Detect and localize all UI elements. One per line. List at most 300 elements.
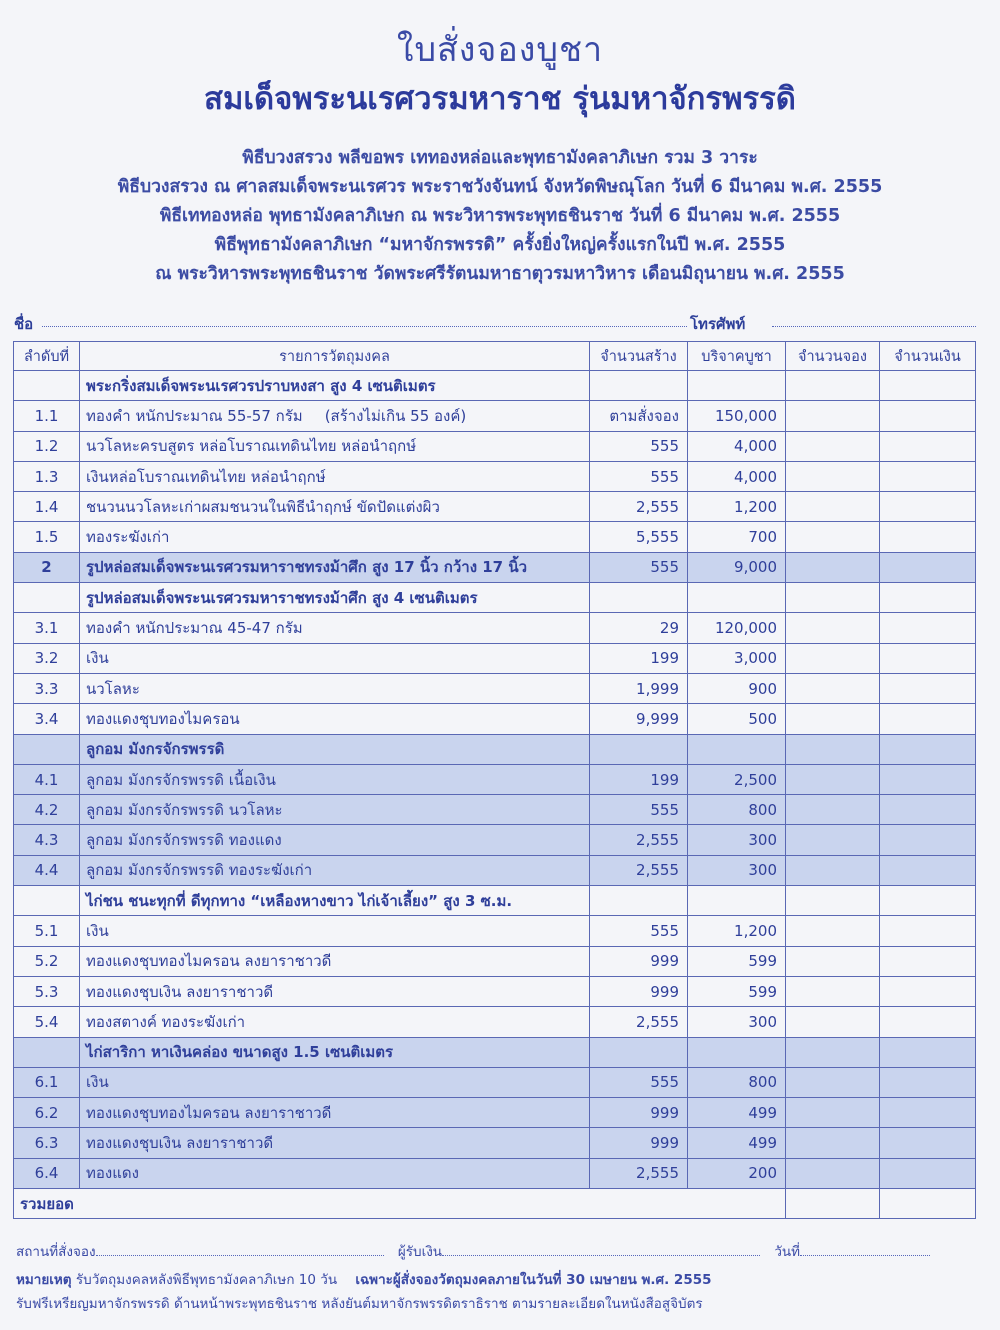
row-item-text: ลูกอม มังกรจักรพรรดิ ทองระฆังเก่า [86, 861, 313, 880]
row-item [80, 522, 590, 552]
row-quantity-text: 999 [650, 1134, 679, 1153]
amount-cell[interactable] [880, 583, 976, 613]
row-item [80, 704, 590, 734]
amount-cell[interactable] [880, 825, 976, 855]
row-number-text: 6.1 [34, 1073, 59, 1092]
row-price [688, 825, 786, 855]
ceremony-line: พิธีเททองหล่อ พุทธามังคลาภิเษก ณ พระวิหารพระพุทธชินราช วันที่ 6 มีนาคม พ.ศ. 2555 [159, 206, 841, 226]
place-label: สถานที่สั่งจอง [16, 1244, 96, 1260]
row-number [14, 916, 80, 946]
table-row [14, 946, 976, 976]
row-price [688, 371, 786, 401]
row-number [14, 673, 80, 703]
row-item-text: เงิน [86, 649, 109, 668]
name-field[interactable] [42, 326, 687, 327]
row-price [688, 492, 786, 522]
row-quantity [590, 583, 688, 613]
row-number [14, 583, 80, 613]
row-quantity [590, 431, 688, 461]
row-number [14, 855, 80, 885]
signature-line [16, 1240, 986, 1262]
row-quantity [590, 916, 688, 946]
row-item [80, 1037, 590, 1067]
row-number [14, 1098, 80, 1128]
amount-cell[interactable] [880, 1098, 976, 1128]
amount-cell[interactable] [880, 1158, 976, 1188]
row-price [688, 946, 786, 976]
row-item [80, 886, 590, 916]
amount-cell[interactable] [880, 461, 976, 491]
row-price [688, 673, 786, 703]
row-price-text: 120,000 [714, 619, 777, 638]
row-quantity-text: 199 [650, 770, 679, 789]
col-header-order: จำนวนจอง [786, 342, 880, 371]
order-cell[interactable] [786, 946, 880, 976]
row-item [80, 371, 590, 401]
table-group-row [14, 552, 976, 582]
row-item [80, 613, 590, 643]
table-row [14, 764, 976, 794]
row-number-text: 5.4 [34, 1012, 59, 1031]
amount-cell[interactable] [880, 1007, 976, 1037]
row-item [80, 401, 590, 431]
row-price [688, 1037, 786, 1067]
table-row [14, 916, 976, 946]
row-price-text: 800 [748, 1073, 777, 1092]
row-item-text: รูปหล่อสมเด็จพระนเรศวรมหาราชทรงม้าศึก สูง 4 เซนติเมตร [86, 588, 478, 607]
row-number-text: 2 [41, 558, 52, 577]
order-cell[interactable] [786, 764, 880, 794]
order-cell[interactable] [786, 492, 880, 522]
row-quantity [590, 522, 688, 552]
order-cell[interactable] [786, 643, 880, 673]
order-cell[interactable] [786, 704, 880, 734]
row-item-text: ลูกอม มังกรจักรพรรดิ นวโลหะ [86, 800, 283, 819]
row-price-text: 900 [748, 679, 777, 698]
ceremony-lines [0, 144, 1000, 289]
row-quantity [590, 734, 688, 764]
row-quantity-text: 555 [650, 437, 679, 456]
row-number [14, 461, 80, 491]
row-item-text: นวโลหะครบสูตร หล่อโบราณเทดินไทย หล่อนำฤกษ์ [86, 437, 417, 456]
order-cell[interactable] [786, 371, 880, 401]
ceremony-line: พิธีพุทธามังคลาภิเษก “มหาจักรพรรดิ” ครั้งยิ่งใหญ่ครั้งแรกในปี พ.ศ. 2555 [214, 235, 786, 255]
col-header-item: รายการวัตถุมงคล [80, 342, 590, 371]
table-row [14, 855, 976, 885]
row-price [688, 1128, 786, 1158]
order-cell[interactable] [786, 916, 880, 946]
row-quantity [590, 704, 688, 734]
row-number [14, 431, 80, 461]
order-cell[interactable] [786, 1128, 880, 1158]
table-row [14, 1098, 976, 1128]
row-quantity-text: 999 [650, 1103, 679, 1122]
row-item-text: ทองแดงชุบเงิน ลงยาราชาวดี [86, 1134, 274, 1153]
order-cell[interactable] [786, 976, 880, 1006]
row-quantity [590, 1158, 688, 1188]
note-label: หมายเหตุ [16, 1272, 72, 1288]
row-price-text: 1,200 [734, 497, 777, 516]
row-quantity [590, 1007, 688, 1037]
order-table [13, 341, 976, 1219]
row-quantity-text: 5,555 [636, 528, 679, 547]
row-price [688, 1007, 786, 1037]
row-price-text: 300 [748, 1012, 777, 1031]
row-price [688, 522, 786, 552]
note-bold: เฉพาะผู้สั่งจองวัตถุมงคลภายในวันที่ 30 เมษายน พ.ศ. 2555 [355, 1272, 712, 1288]
row-item-text: ทองแดงชุบทองไมครอน ลงยาราชาวดี [86, 1103, 332, 1122]
order-cell[interactable] [786, 1098, 880, 1128]
row-quantity-text: 2,555 [636, 861, 679, 880]
row-item [80, 583, 590, 613]
row-price-text: 499 [748, 1103, 777, 1122]
amount-cell[interactable] [880, 795, 976, 825]
order-cell[interactable] [786, 613, 880, 643]
row-item [80, 734, 590, 764]
note-line [16, 1268, 986, 1290]
row-item-text: เงินหล่อโบราณเทดินไทย หล่อนำฤกษ์ [86, 467, 326, 486]
order-cell[interactable] [786, 583, 880, 613]
amount-cell[interactable] [880, 522, 976, 552]
amount-cell[interactable] [880, 401, 976, 431]
name-label: ชื่อ [14, 315, 34, 333]
table-row [14, 704, 976, 734]
table-group-row [14, 371, 976, 401]
table-row [14, 613, 976, 643]
row-quantity-text: 199 [650, 649, 679, 668]
row-number [14, 1067, 80, 1097]
row-number-text: 3.3 [34, 679, 59, 698]
row-number [14, 1158, 80, 1188]
row-item [80, 976, 590, 1006]
order-cell[interactable] [786, 825, 880, 855]
row-price [688, 643, 786, 673]
order-cell[interactable] [786, 522, 880, 552]
row-quantity [590, 371, 688, 401]
row-price [688, 401, 786, 431]
amount-cell[interactable] [880, 704, 976, 734]
row-price-text: 500 [748, 709, 777, 728]
row-item [80, 492, 590, 522]
table-row [14, 643, 976, 673]
row-price [688, 461, 786, 491]
row-price [688, 916, 786, 946]
row-quantity [590, 764, 688, 794]
row-price [688, 704, 786, 734]
table-row [14, 461, 976, 491]
row-quantity [590, 825, 688, 855]
row-quantity-text: 555 [650, 1073, 679, 1092]
row-price-text: 150,000 [714, 406, 777, 425]
row-quantity [590, 613, 688, 643]
row-item-text: พระกริ่งสมเด็จพระนเรศวรปราบหงสา สูง 4 เซนติเมตร [86, 376, 436, 395]
amount-cell[interactable] [880, 946, 976, 976]
note-text: รับวัตถุมงคลหลังพิธีพุทธามังคลาภิเษก 10 วัน [75, 1272, 338, 1288]
order-cell[interactable] [786, 886, 880, 916]
row-number [14, 1007, 80, 1037]
table-row [14, 1128, 976, 1158]
table-group-row [14, 886, 976, 916]
row-item-text: ทองแดงชุบเงิน ลงยาราชาวดี [86, 982, 274, 1001]
row-price [688, 764, 786, 794]
order-cell[interactable] [786, 795, 880, 825]
order-cell[interactable] [786, 1007, 880, 1037]
row-quantity [590, 1128, 688, 1158]
row-quantity-text: 2,555 [636, 1164, 679, 1183]
row-item [80, 1158, 590, 1188]
phone-label: โทรศัพท์ [690, 315, 746, 333]
row-item-text: เงิน [86, 921, 109, 940]
row-price [688, 886, 786, 916]
row-price-text: 499 [748, 1134, 777, 1153]
form-subtitle: สมเด็จพระนเรศวรมหาราช รุ่นมหาจักรพรรดิ [204, 81, 796, 117]
table-row [14, 795, 976, 825]
amount-cell[interactable] [880, 976, 976, 1006]
total-label: รวมยอด [14, 1189, 786, 1219]
amount-cell[interactable] [880, 492, 976, 522]
amount-cell[interactable] [880, 1067, 976, 1097]
row-number [14, 1037, 80, 1067]
row-number-text: 5.2 [34, 952, 59, 971]
order-cell[interactable] [786, 1158, 880, 1188]
row-price-text: 4,000 [734, 437, 777, 456]
row-item [80, 1128, 590, 1158]
amount-cell[interactable] [880, 1128, 976, 1158]
col-header-no: ลำดับที่ [14, 342, 80, 371]
row-number-text: 1.3 [34, 467, 59, 486]
row-item [80, 673, 590, 703]
row-price-text: 300 [748, 831, 777, 850]
row-quantity-text: ตามสั่งจอง [609, 406, 679, 425]
bonus-line: รับฟรีเหรียญมหาจักรพรรดิ ด้านหน้าพระพุทธชินราช หลังยันต์มหาจักรพรรดิตราธิราช ตามรายละเอียดในหนังสือสูจิบัตร [16, 1296, 703, 1312]
amount-cell[interactable] [880, 1037, 976, 1067]
table-body [14, 371, 976, 1189]
row-quantity [590, 946, 688, 976]
row-item-text: ชนวนนวโลหะเก่าผสมชนวนในพิธีนำฤกษ์ ขัดปัดแต่งผิว [86, 497, 440, 516]
order-cell[interactable] [786, 855, 880, 885]
row-number [14, 643, 80, 673]
row-item-text: เงิน [86, 1073, 109, 1092]
table-row [14, 492, 976, 522]
form-header [0, 28, 1000, 289]
row-number-text: 6.4 [34, 1164, 59, 1183]
row-item-text: ลูกอม มังกรจักรพรรดิ [86, 740, 225, 759]
table-row [14, 1158, 976, 1188]
amount-cell[interactable] [880, 855, 976, 885]
row-number [14, 1128, 80, 1158]
form-title: ใบสั่งจองบูชา [396, 30, 604, 70]
table-row [14, 825, 976, 855]
row-item [80, 1098, 590, 1128]
col-header-amount: จำนวนเงิน [880, 342, 976, 371]
order-cell[interactable] [786, 1037, 880, 1067]
date-field[interactable] [800, 1255, 930, 1256]
row-item-text: ทองคำ หนักประมาณ 45-47 กรัม [86, 619, 303, 638]
row-number-text: 5.1 [34, 921, 59, 940]
row-item-text: ไก่ชน ชนะทุกที่ ดีทุกทาง “เหลืองหางขาว ไก่เจ้าเลี้ยง” สูง 3 ซ.ม. [86, 891, 513, 910]
amount-cell[interactable] [880, 673, 976, 703]
amount-cell[interactable] [880, 734, 976, 764]
amount-cell[interactable] [880, 886, 976, 916]
receiver-field[interactable] [442, 1255, 760, 1256]
name-phone-row [14, 312, 976, 336]
row-item [80, 643, 590, 673]
row-number-text: 1.1 [34, 406, 59, 425]
row-number [14, 886, 80, 916]
row-item [80, 1067, 590, 1097]
table-row [14, 431, 976, 461]
row-item-text: ลูกอม มังกรจักรพรรดิ ทองแดง [86, 831, 282, 850]
row-item-text: ทองคำ หนักประมาณ 55-57 กรัม [86, 406, 303, 425]
row-number-text: 4.2 [34, 800, 59, 819]
row-quantity-text: 999 [650, 952, 679, 971]
place-field[interactable] [96, 1255, 384, 1256]
order-cell[interactable] [786, 552, 880, 582]
row-item [80, 825, 590, 855]
row-price [688, 734, 786, 764]
row-quantity-text: 2,555 [636, 497, 679, 516]
row-item [80, 461, 590, 491]
table-row [14, 1067, 976, 1097]
row-price [688, 976, 786, 1006]
amount-cell[interactable] [880, 643, 976, 673]
row-item-text: ทองสตางค์ ทองระฆังเก่า [86, 1012, 246, 1031]
row-price [688, 613, 786, 643]
row-quantity [590, 492, 688, 522]
row-price-text: 4,000 [734, 467, 777, 486]
table-header-row [14, 342, 976, 371]
row-quantity-text: 999 [650, 982, 679, 1001]
row-number-text: 6.2 [34, 1103, 59, 1122]
row-price-text: 1,200 [734, 921, 777, 940]
row-quantity [590, 1098, 688, 1128]
table-group-row [14, 734, 976, 764]
row-item-text: นวโลหะ [86, 679, 140, 698]
row-number-text: 3.2 [34, 649, 59, 668]
col-header-qty: จำนวนสร้าง [590, 342, 688, 371]
order-cell[interactable] [786, 1067, 880, 1097]
row-price-text: 3,000 [734, 649, 777, 668]
phone-field[interactable] [772, 326, 976, 327]
amount-cell[interactable] [880, 764, 976, 794]
row-price-text: 9,000 [734, 558, 777, 577]
row-number [14, 734, 80, 764]
row-price-text: 599 [748, 952, 777, 971]
row-number [14, 825, 80, 855]
table-row [14, 673, 976, 703]
amount-cell[interactable] [880, 371, 976, 401]
col-header-price: บริจาคบูชา [688, 342, 786, 371]
row-quantity-text: 9,999 [636, 709, 679, 728]
row-item [80, 552, 590, 582]
order-cell[interactable] [786, 734, 880, 764]
row-quantity [590, 976, 688, 1006]
row-item [80, 946, 590, 976]
amount-cell[interactable] [880, 552, 976, 582]
date-label: วันที่ [774, 1244, 801, 1260]
amount-cell[interactable] [880, 613, 976, 643]
order-cell[interactable] [786, 673, 880, 703]
total-amount-cell[interactable] [880, 1189, 976, 1219]
row-item-note: (สร้างไม่เกิน 55 องค์) [324, 406, 467, 425]
order-cell[interactable] [786, 401, 880, 431]
row-quantity-text: 555 [650, 921, 679, 940]
row-quantity-text: 2,555 [636, 831, 679, 850]
row-number [14, 371, 80, 401]
row-item-text: รูปหล่อสมเด็จพระนเรศวรมหาราชทรงม้าศึก สูง 17 นิ้ว กว้าง 17 นิ้ว [86, 558, 528, 577]
row-price [688, 795, 786, 825]
row-item-text: ลูกอม มังกรจักรพรรดิ เนื้อเงิน [86, 770, 276, 789]
row-item [80, 1007, 590, 1037]
table-row [14, 401, 976, 431]
table-group-row [14, 1037, 976, 1067]
row-number-text: 3.1 [34, 619, 59, 638]
row-number-text: 4.3 [34, 831, 59, 850]
row-price-text: 300 [748, 861, 777, 880]
row-price-text: 800 [748, 800, 777, 819]
row-number [14, 795, 80, 825]
table-row [14, 522, 976, 552]
row-price-text: 2,500 [734, 770, 777, 789]
order-cell[interactable] [786, 431, 880, 461]
total-row [14, 1189, 976, 1219]
row-number-text: 5.3 [34, 982, 59, 1001]
row-price-text: 200 [748, 1164, 777, 1183]
row-quantity [590, 401, 688, 431]
row-quantity [590, 673, 688, 703]
total-order-cell[interactable] [786, 1189, 880, 1219]
row-quantity-text: 555 [650, 467, 679, 486]
row-number [14, 613, 80, 643]
row-number-text: 4.1 [34, 770, 59, 789]
row-number [14, 764, 80, 794]
row-price [688, 583, 786, 613]
row-number-text: 1.4 [34, 497, 59, 516]
row-item [80, 431, 590, 461]
row-number [14, 552, 80, 582]
ceremony-line: พิธีบวงสรวง ณ ศาลสมเด็จพระนเรศวร พระราชวังจันทน์ จังหวัดพิษณุโลก วันที่ 6 มีนาคม พ.ศ. 2555 [117, 177, 883, 197]
amount-cell[interactable] [880, 431, 976, 461]
row-number [14, 492, 80, 522]
row-number-text: 3.4 [34, 709, 59, 728]
amount-cell[interactable] [880, 916, 976, 946]
ceremony-line: ณ พระวิหารพระพุทธชินราช วัดพระศรีรัตนมหาธาตุวรมหาวิหาร เดือนมิถุนายน พ.ศ. 2555 [155, 264, 845, 284]
row-quantity [590, 1037, 688, 1067]
row-item [80, 916, 590, 946]
row-item [80, 764, 590, 794]
row-price [688, 1067, 786, 1097]
row-price [688, 1158, 786, 1188]
row-number-text: 1.5 [34, 528, 59, 547]
receiver-label: ผู้รับเงิน [397, 1244, 443, 1260]
table-group-row [14, 583, 976, 613]
row-number-text: 4.4 [34, 861, 59, 880]
row-item-text: ทองระฆังเก่า [86, 528, 170, 547]
row-number [14, 704, 80, 734]
row-quantity-text: 555 [650, 558, 679, 577]
row-price [688, 855, 786, 885]
row-quantity [590, 461, 688, 491]
row-price [688, 431, 786, 461]
row-quantity [590, 886, 688, 916]
row-quantity [590, 795, 688, 825]
row-number-text: 1.2 [34, 437, 59, 456]
table-row [14, 1007, 976, 1037]
row-price [688, 552, 786, 582]
order-cell[interactable] [786, 461, 880, 491]
row-quantity-text: 29 [659, 619, 679, 638]
row-item-text: ทองแดง [86, 1164, 139, 1183]
